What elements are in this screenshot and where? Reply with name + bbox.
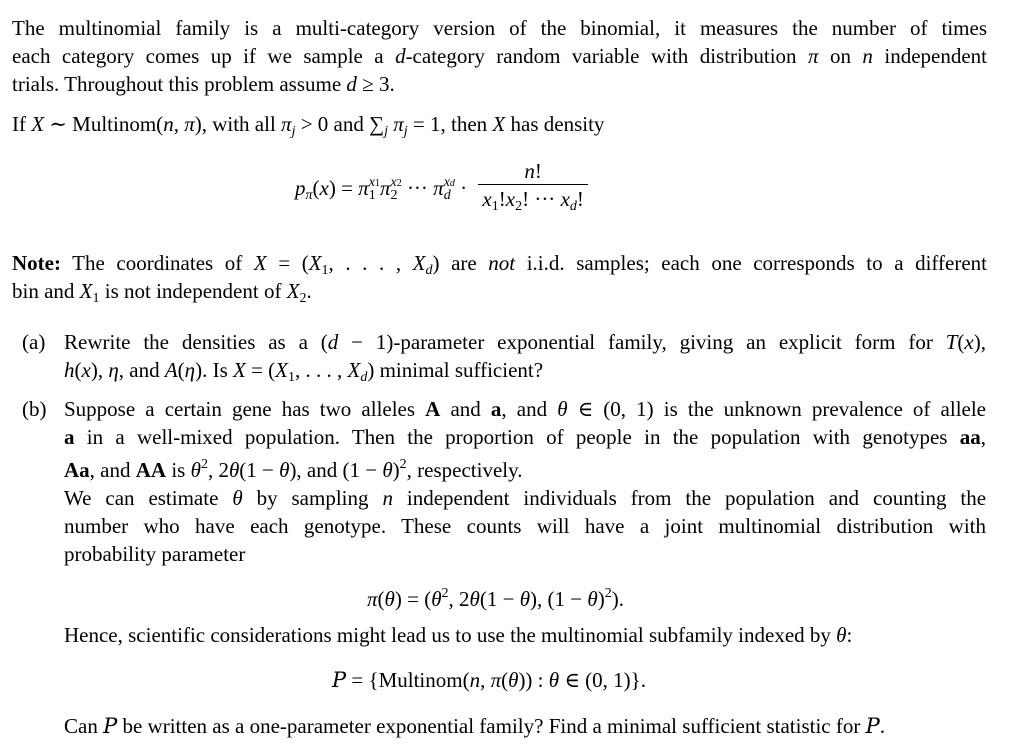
intro-line-3: trials. Throughout this problem assume d ≥ 3.	[12, 72, 395, 96]
intro-line-2: each category comes up if we sample a d-category random variable with distribution π on n independent	[12, 44, 987, 68]
part-a-line-1: Rewrite the densities as a (d − 1)-parameter exponential family, giving an explicit form for T(x),	[64, 330, 986, 354]
density-formula-lhs: $p_\pi(x) = \pi_1^{x1}\pi_2^{x2}$ ··· $\pi_d^{xd}$ ·	[295, 175, 468, 203]
part-b-line-8: Can P be written as a one-parameter exponential family? Find a minimal sufficient statistic for P.	[64, 714, 885, 738]
pi-theta-formula: $\pi(\theta) = (\theta^2$, 2θ(1 − θ), $(1 - \theta)^2$).	[367, 586, 624, 611]
part-b-line-2: a in a well-mixed population. Then the proportion of people in the population with genotypes aa,	[64, 425, 986, 449]
note-label: Note:	[12, 251, 61, 275]
part-b-label: (b)	[22, 397, 47, 421]
part-a-label: (a)	[22, 330, 46, 354]
density-denominator: $x_1!x_2$! ··· $x_d$!	[478, 184, 587, 219]
part-b-line-3: Aa, and AA is $\theta^2$, 2θ(1 − θ), and $(1 - \theta)^2$, respectively.	[64, 457, 523, 482]
family-P-formula: P = {Multinom(n, π(θ)) : θ ∈ (0, 1)}.	[332, 668, 646, 692]
note-line-1: Note: The coordinates of $X = (X_1$, . . . , $X_d$) are not i.i.d. samples; each one corresponds to a different	[12, 251, 988, 278]
density-fraction	[478, 160, 587, 219]
intro-line-1: The multinomial family is a multi-category version of the binomial, it measures the number of times	[12, 16, 987, 40]
density-intro: If X ∼ Multinom(n, π), with all $\pi_j > 0$ and $\sum_j$ $\pi_j = 1$, then X has density	[12, 112, 605, 139]
part-b-line-6: probability parameter	[64, 542, 246, 566]
part-b-line-7: Hence, scientific considerations might lead us to use the multinomial subfamily indexed by θ:	[64, 623, 853, 647]
part-a-line-2: h(x), η, and A(η). Is $X = (X_1$, . . . , $X_d$) minimal sufficient?	[64, 358, 544, 385]
part-b-line-1: Suppose a certain gene has two alleles A and a, and θ ∈ (0, 1) is the unknown prevalence of allele	[64, 397, 987, 421]
density-numerator: n!	[524, 159, 542, 183]
density-formula	[295, 160, 588, 219]
part-b-line-5: number who have each genotype. These counts will have a joint multinomial distribution with	[64, 514, 986, 538]
note-line-2: bin and $X_1$ is not independent of $X_2$.	[12, 279, 312, 306]
part-b-line-4: We can estimate θ by sampling n independent individuals from the population and counting the	[64, 486, 987, 510]
